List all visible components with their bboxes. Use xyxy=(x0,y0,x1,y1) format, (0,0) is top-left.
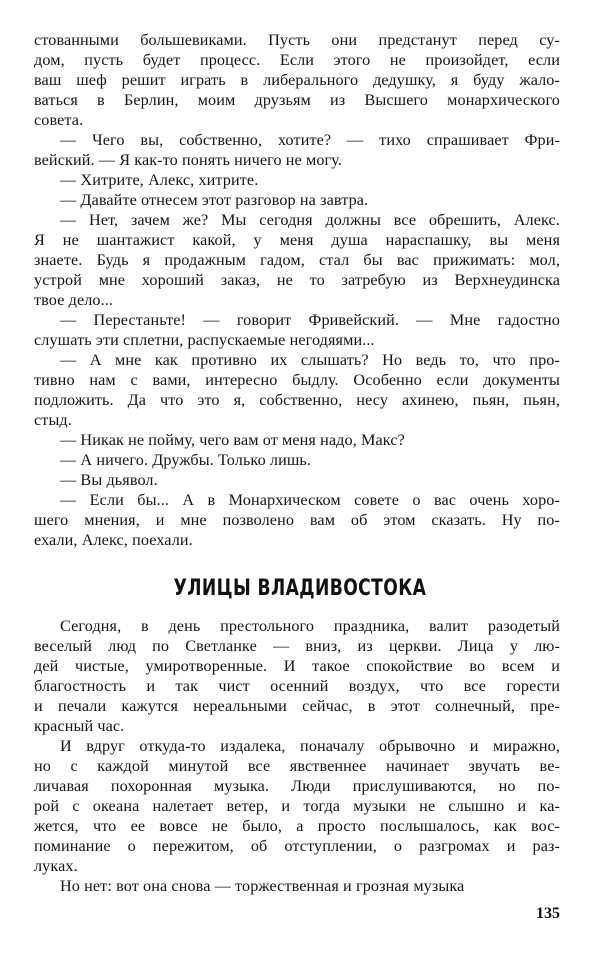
text-line: стованными большевиками. Пусть они предстанут перед су- xyxy=(34,31,560,49)
text-line: благостность и так чист осенний воздух, что все горести xyxy=(34,677,560,695)
text-line: и печали кажутся нереальными сейчас, в этот солнечный, пре- xyxy=(34,697,560,715)
text-line: — Нет, зачем же? Мы сегодня должны все обрешить, Алекс. xyxy=(60,211,560,229)
text-line: веселый люд по Светланке — вниз, из церкви. Лица у лю- xyxy=(34,637,560,655)
text-line: твое дело... xyxy=(34,291,114,309)
text-line: совета. xyxy=(34,111,84,129)
text-line: стыд. xyxy=(34,411,72,429)
text-line: жется, что ее вовсе не было, а просто послышалось, как вос- xyxy=(34,817,560,835)
text-line: дом, пусть будет процесс. Если этого не произойдет, если xyxy=(34,51,560,69)
text-line: — Хитрите, Алекс, хитрите. xyxy=(60,171,259,189)
text-line: И вдруг откуда-то издалека, поначалу обрывочно и миражно, xyxy=(60,737,560,755)
page-number: 135 xyxy=(536,905,560,922)
text-line: Я не шантажист какой, у меня душа нараспашку, вы меня xyxy=(34,231,560,249)
text-line: тивно нам с вами, интересно быдлу. Особенно если документы xyxy=(34,371,560,389)
text-line: поминание о пережитом, об отступлении, о разгромах и раз- xyxy=(34,837,560,855)
text-line: ваш шеф решит играть в либерального дедушку, я буду жало- xyxy=(34,71,560,89)
text-line: — Если бы... А в Монархическом совете о вас очень хоро- xyxy=(60,491,560,509)
text-line: — Давайте отнесем этот разговор на завтра. xyxy=(60,191,369,209)
text-line: ваться в Берлин, моим друзьям из Высшего монархического xyxy=(34,91,560,109)
text-line: — А мне как противно их слышать? Но ведь то, что про- xyxy=(60,351,560,369)
text-line: подложить. Да что это я, собственно, несу ахинею, пьян, пьян, xyxy=(34,391,560,409)
text-line: вейский. — Я как-то понять ничего не могу. xyxy=(34,151,342,169)
text-line: ехали, Алекс, поехали. xyxy=(34,531,193,549)
text-line: — Перестаньте! — говорит Фривейский. — Мне гадостно xyxy=(60,311,560,329)
text-line: но с каждой минутой все явственнее начинает звучать ве- xyxy=(34,757,560,775)
text-line: рой с океана налетает ветер, и тогда музыки не слышно и ка- xyxy=(34,797,560,815)
text-line: — Чего вы, собственно, хотите? — тихо спрашивает Фри- xyxy=(60,131,560,149)
text-line: знаете. Будь я продажным гадом, стал бы вас прижимать: мол, xyxy=(34,251,560,269)
text-line: шего мнения, и мне позволено вам об этом сказать. Ну по- xyxy=(34,511,560,529)
text-line: луках. xyxy=(34,857,78,875)
text-line: красный час. xyxy=(34,717,125,735)
text-line: — Вы дьявол. xyxy=(60,471,158,489)
text-line: устрой мне хороший заказ, не то затребую из Верхнеудинска xyxy=(34,271,560,289)
chapter-heading: УЛИЦЫ ВЛАДИВОСТОКА xyxy=(173,576,427,601)
text-line: — А ничего. Дружбы. Только лишь. xyxy=(60,451,312,469)
text-line: Но нет: вот она снова — торжественная и грозная музыка xyxy=(60,877,465,895)
text-line: — Никак не пойму, чего вам от меня надо, Макс? xyxy=(60,431,405,449)
text-line: Сегодня, в день престольного праздника, валит разодетый xyxy=(60,617,560,635)
text-line: дей чистые, умиротворенные. И такое спокойствие во всем и xyxy=(34,657,560,675)
text-line: слушать эти сплетни, распускаемые негодяями... xyxy=(34,331,375,349)
text-line: личавая похоронная музыка. Люди прислушиваются, но по- xyxy=(34,777,560,795)
